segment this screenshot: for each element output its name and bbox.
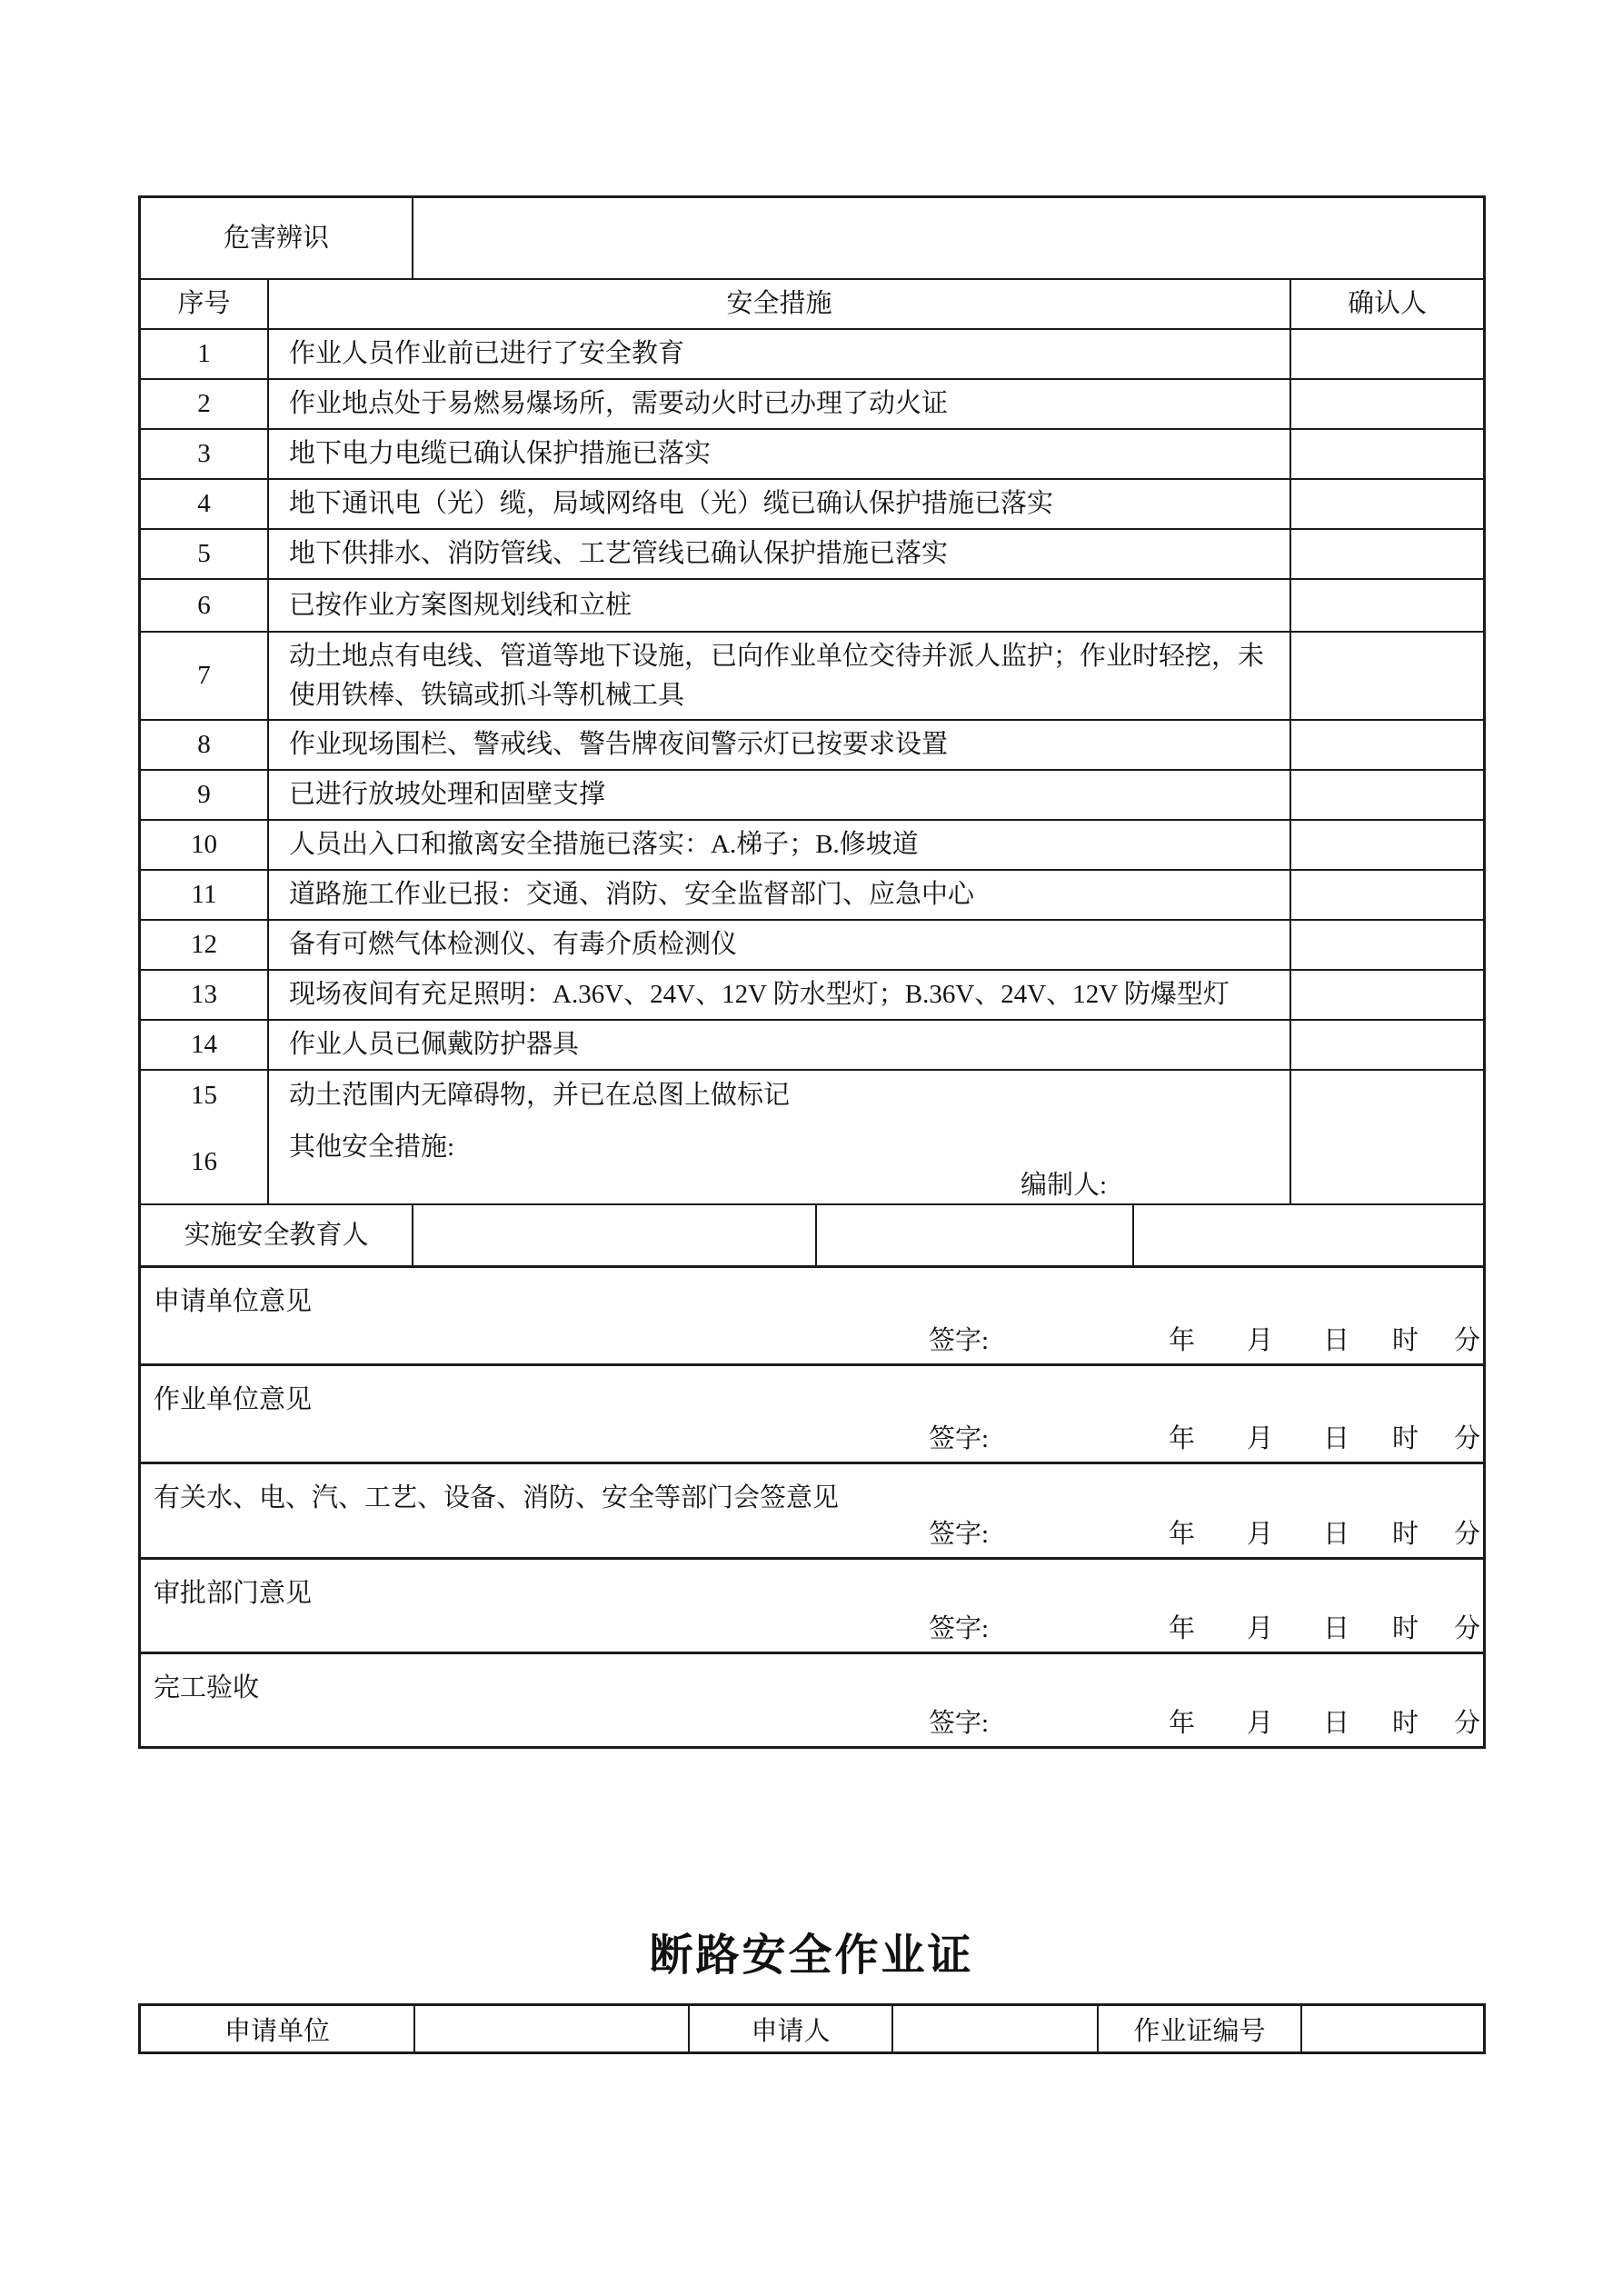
measure-text: 人员出入口和撤离安全措施已落实：A.梯子；B.修坡道 <box>269 821 1291 869</box>
sign-line <box>141 1608 1483 1641</box>
opinion-label: 审批部门意见 <box>154 1579 313 1608</box>
other-measures-label: 其他安全措施: <box>289 1133 455 1162</box>
sign-line-minute: 分 <box>1454 1709 1481 1738</box>
measure-no: 14 <box>141 1021 269 1069</box>
sign-line-day: 日 <box>1323 1326 1350 1355</box>
sign-line-hour: 时 <box>1392 1424 1419 1453</box>
opinion-section-2[interactable] <box>141 1366 1483 1464</box>
opinion-section-5[interactable] <box>141 1654 1483 1746</box>
measure-no: 2 <box>141 380 269 428</box>
measure-text: 动土地点有电线、管道等地下设施，已向作业单位交待并派人监护；作业时轻挖，未使用铁棒、铁镐或抓斗等机械工具 <box>269 633 1291 719</box>
measure-rows-container <box>141 330 1483 1121</box>
opinion-section-3[interactable] <box>141 1464 1483 1560</box>
measure-text: 作业人员作业前已进行了安全教育 <box>269 330 1291 378</box>
measure-no: 9 <box>141 771 269 819</box>
measure-row-12 <box>141 921 1483 971</box>
sign-line-sign: 签字: <box>929 1520 990 1549</box>
measure-text: 道路施工作业已报：交通、消防、安全监督部门、应急中心 <box>269 871 1291 919</box>
confirmer-cell[interactable] <box>1291 530 1483 578</box>
opinion-label: 有关水、电、汽、工艺、设备、消防、安全等部门会签意见 <box>154 1483 840 1512</box>
sign-line <box>141 1702 1483 1738</box>
hazard-identification-row <box>141 198 1483 280</box>
sign-line-minute: 分 <box>1454 1424 1481 1453</box>
measure-row-4 <box>141 480 1483 530</box>
measure-text: 作业人员已佩戴防护器具 <box>269 1021 1291 1069</box>
measure-text: 地下通讯电（光）缆，局域网络电（光）缆已确认保护措施已落实 <box>269 480 1291 528</box>
measure-row-16 <box>141 1121 1483 1205</box>
measure-row-1 <box>141 330 1483 380</box>
measure-row-3 <box>141 430 1483 480</box>
measure-no: 5 <box>141 530 269 578</box>
confirmer-cell[interactable] <box>1291 921 1483 969</box>
measure-text: 已按作业方案图规划线和立桩 <box>269 580 1291 631</box>
measure-row-11 <box>141 871 1483 921</box>
hazard-identification-label: 危害辨识 <box>141 198 413 278</box>
safety-educator-label: 实施安全教育人 <box>141 1205 413 1265</box>
safety-educator-row <box>141 1205 1483 1268</box>
sign-line-month: 月 <box>1247 1424 1274 1453</box>
measure-no: 12 <box>141 921 269 969</box>
confirmer-cell[interactable] <box>1291 480 1483 528</box>
header-confirmer: 确认人 <box>1347 289 1427 319</box>
confirmer-cell[interactable] <box>1291 721 1483 769</box>
sign-line-hour: 时 <box>1392 1520 1419 1549</box>
safety-educator-value-1[interactable] <box>413 1205 817 1265</box>
applicant-unit-label: 申请单位 <box>141 2006 415 2051</box>
confirmer-cell[interactable] <box>1291 380 1483 428</box>
measure-no: 3 <box>141 430 269 478</box>
opinion-sections-container <box>141 1268 1483 1746</box>
confirmer-cell[interactable] <box>1291 821 1483 869</box>
confirmer-cell[interactable] <box>1291 330 1483 378</box>
measure-text: 动土范围内无障碍物，并已在总图上做标记 <box>269 1071 1291 1121</box>
permit-number-value[interactable] <box>1302 2006 1483 2051</box>
sign-line-day: 日 <box>1323 1520 1350 1549</box>
sign-line-year: 年 <box>1169 1326 1196 1355</box>
measure-row-15 <box>141 1071 1483 1121</box>
measure-row-5 <box>141 530 1483 580</box>
measure-no: 8 <box>141 721 269 769</box>
sign-line-year: 年 <box>1169 1614 1196 1643</box>
sign-line-year: 年 <box>1169 1520 1196 1549</box>
sign-line-month: 月 <box>1247 1326 1274 1355</box>
measure-row-7 <box>141 633 1483 721</box>
opinion-label: 申请单位意见 <box>154 1287 313 1316</box>
sign-line-day: 日 <box>1323 1709 1350 1738</box>
measure-no: 10 <box>141 821 269 869</box>
confirmer-cell[interactable] <box>1291 971 1483 1019</box>
sign-line-year: 年 <box>1169 1424 1196 1453</box>
permit-header-table <box>138 2003 1486 2054</box>
safety-measures-table <box>138 195 1486 1749</box>
measure-text: 作业地点处于易燃易爆场所，需要动火时已办理了动火证 <box>269 380 1291 428</box>
sign-line-sign: 签字: <box>929 1326 990 1355</box>
measure-no: 4 <box>141 480 269 528</box>
applicant-unit-value[interactable] <box>415 2006 690 2051</box>
permit-number-label: 作业证编号 <box>1099 2006 1302 2051</box>
measure-text: 备有可燃气体检测仪、有毒介质检测仪 <box>269 921 1291 969</box>
measure-no: 1 <box>141 330 269 378</box>
opinion-label: 作业单位意见 <box>154 1385 313 1414</box>
confirmer-cell[interactable] <box>1291 1021 1483 1069</box>
sign-line-hour: 时 <box>1392 1326 1419 1355</box>
sign-line <box>141 1320 1483 1353</box>
opinion-section-1[interactable] <box>141 1268 1483 1366</box>
measure-no: 15 <box>141 1071 269 1121</box>
measure-text: 已进行放坡处理和固壁支撑 <box>269 771 1291 819</box>
measure-text: 作业现场围栏、警戒线、警告牌夜间警示灯已按要求设置 <box>269 721 1291 769</box>
sign-line-month: 月 <box>1247 1614 1274 1643</box>
measure-text-cell[interactable] <box>269 1121 1291 1203</box>
measure-text: 现场夜间有充足照明：A.36V、24V、12V 防水型灯；B.36V、24V、12V 防爆型灯 <box>269 971 1291 1019</box>
safety-educator-value-3[interactable] <box>1134 1205 1483 1265</box>
applicant-value[interactable] <box>893 2006 1099 2051</box>
sign-line-sign: 签字: <box>929 1424 990 1453</box>
sign-line-sign: 签字: <box>929 1614 990 1643</box>
sign-line-hour: 时 <box>1392 1614 1419 1643</box>
sign-line <box>141 1418 1483 1451</box>
sign-line-year: 年 <box>1169 1709 1196 1738</box>
sign-line-month: 月 <box>1247 1709 1274 1738</box>
sign-line-hour: 时 <box>1392 1709 1419 1738</box>
measure-no: 6 <box>141 580 269 631</box>
opinion-label: 完工验收 <box>154 1673 260 1702</box>
measure-no: 16 <box>141 1121 269 1203</box>
measure-no: 7 <box>141 633 269 719</box>
measure-no: 11 <box>141 871 269 919</box>
applicant-label: 申请人 <box>690 2006 893 2051</box>
confirmer-cell[interactable] <box>1291 871 1483 919</box>
sign-line-minute: 分 <box>1454 1614 1481 1643</box>
sign-line-sign: 签字: <box>929 1709 990 1738</box>
measure-row-13 <box>141 971 1483 1021</box>
measure-row-2 <box>141 380 1483 430</box>
sign-line-day: 日 <box>1323 1424 1350 1453</box>
sign-line <box>141 1513 1483 1549</box>
sign-line-month: 月 <box>1247 1520 1274 1549</box>
confirmer-cell[interactable] <box>1291 430 1483 478</box>
header-measure: 安全措施 <box>269 280 1291 328</box>
sign-line-day: 日 <box>1323 1614 1350 1643</box>
safety-educator-value-2[interactable] <box>817 1205 1134 1265</box>
measure-row-14 <box>141 1021 1483 1071</box>
measure-text: 地下电力电缆已确认保护措施已落实 <box>269 430 1291 478</box>
sign-line-minute: 分 <box>1454 1520 1481 1549</box>
measure-row-10 <box>141 821 1483 871</box>
sign-line-minute: 分 <box>1454 1326 1481 1355</box>
measure-row-9 <box>141 771 1483 821</box>
confirmer-cell[interactable] <box>1291 580 1483 631</box>
page-title: 断路安全作业证 <box>649 1932 974 1980</box>
measure-row-6 <box>141 580 1483 633</box>
confirmer-cell[interactable] <box>1291 633 1483 719</box>
compiler-label: 编制人: <box>1021 1171 1108 1201</box>
hazard-identification-value-cell[interactable] <box>413 198 1483 278</box>
measure-text: 地下供排水、消防管线、工艺管线已确认保护措施已落实 <box>269 530 1291 578</box>
measure-no: 13 <box>141 971 269 1019</box>
confirmer-cell[interactable] <box>1291 771 1483 819</box>
opinion-section-4[interactable] <box>141 1560 1483 1654</box>
confirmer-cell[interactable] <box>1291 1121 1483 1203</box>
measures-header-row <box>141 280 1483 330</box>
measure-row-8 <box>141 721 1483 771</box>
header-no: 序号 <box>141 280 269 328</box>
confirmer-cell[interactable] <box>1291 1071 1483 1121</box>
